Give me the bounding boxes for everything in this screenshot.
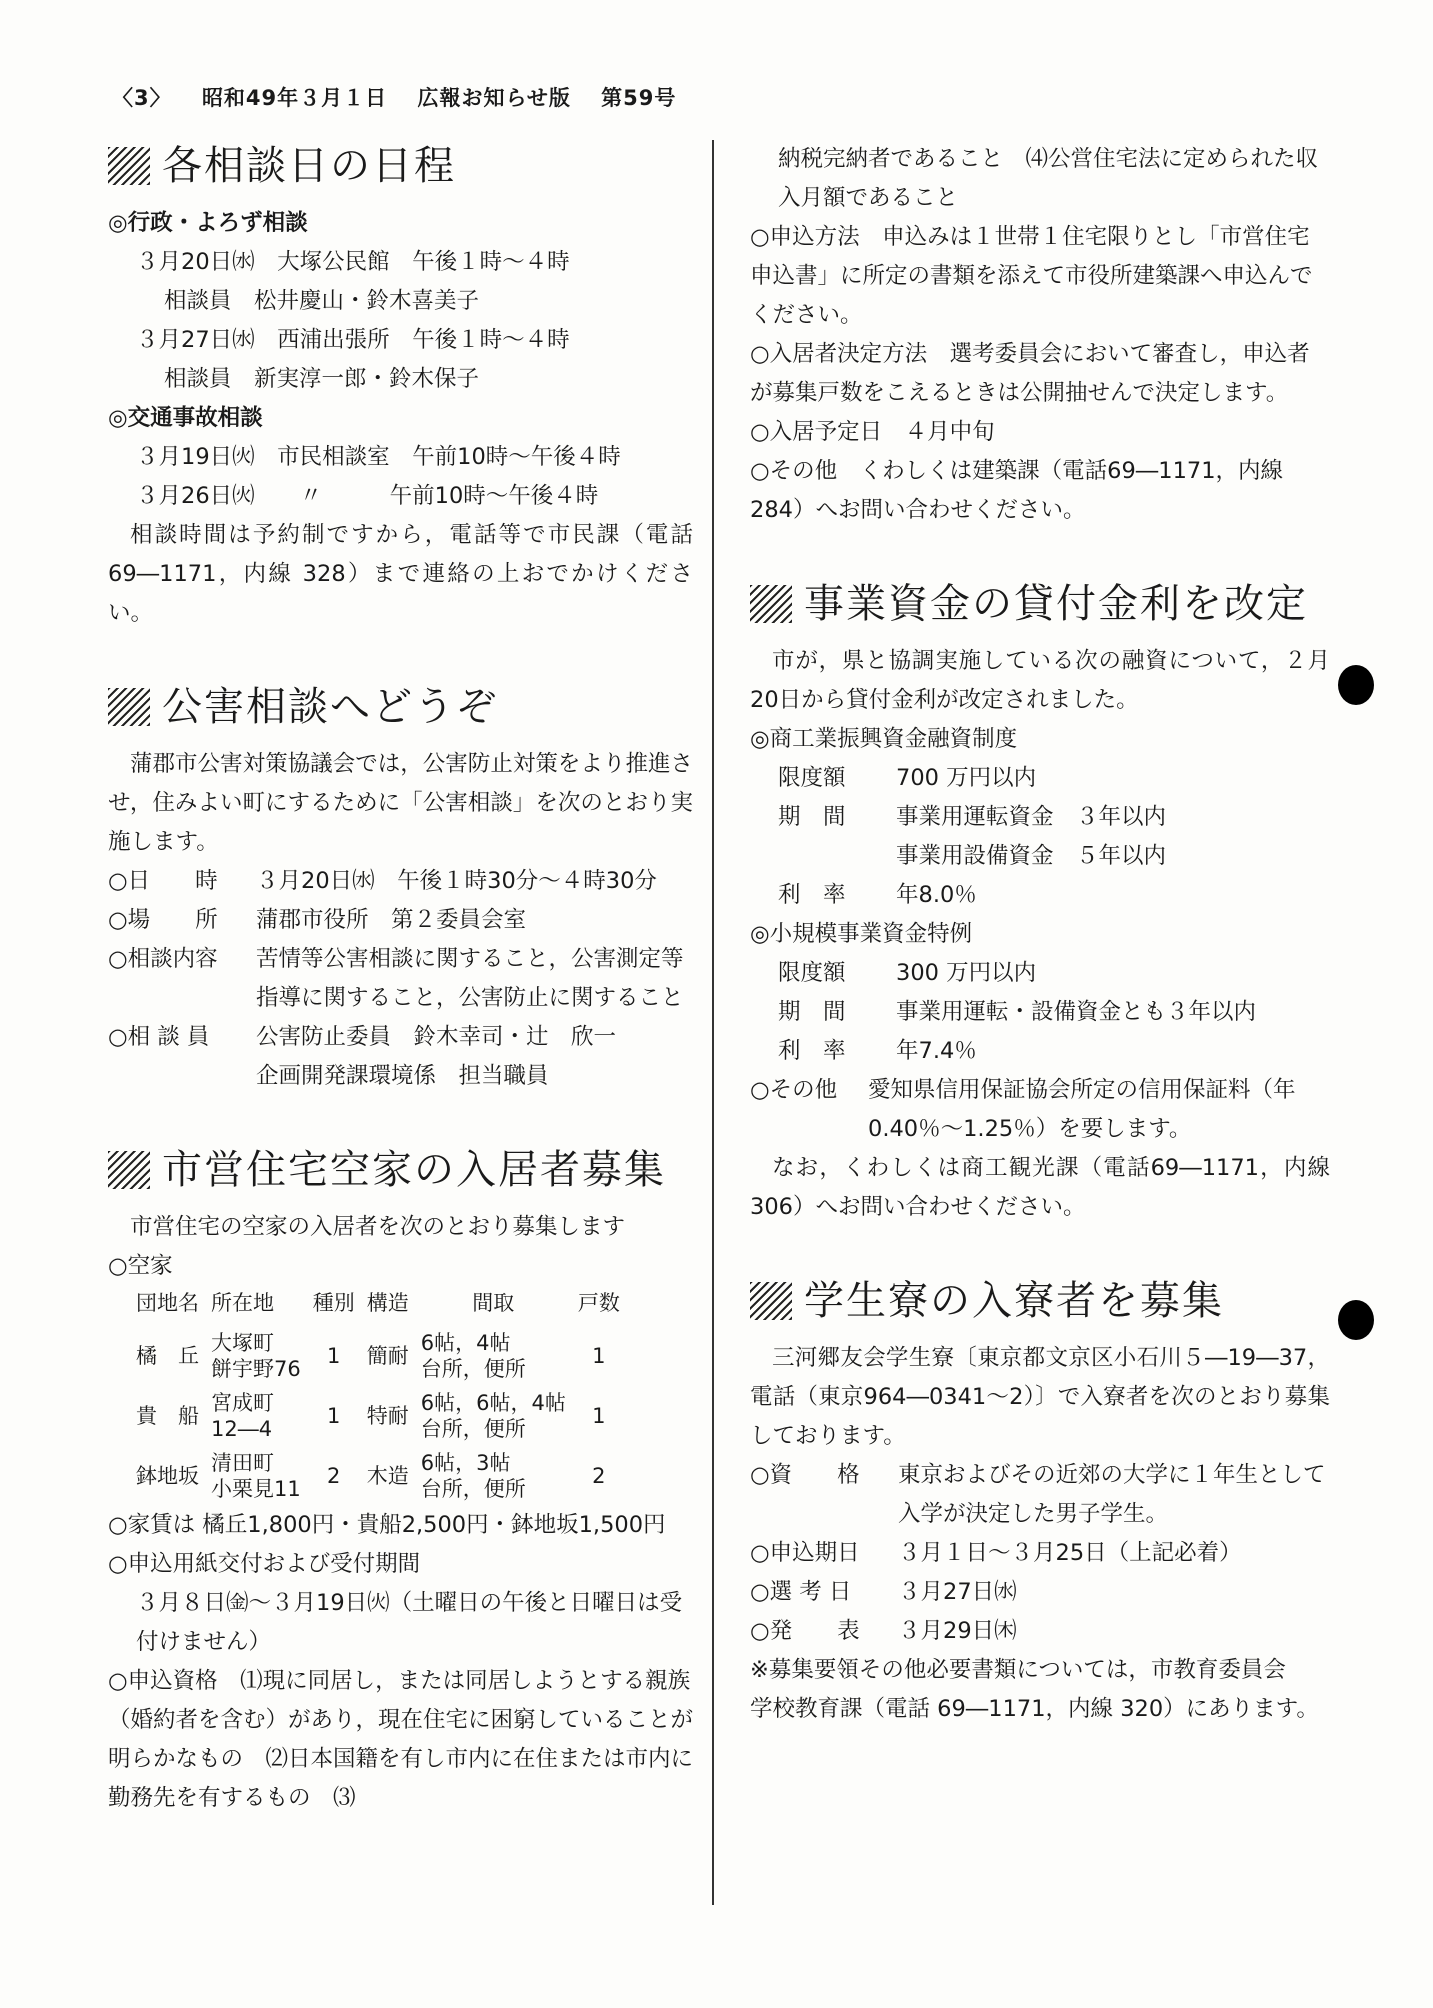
paragraph: 三河郷友会学生寮〔東京都文京区小石川５―19―37，電話（東京964―0341〜2）〕で入寮者を次のとおり募集しております。 <box>750 1345 1330 1449</box>
subheading: ◎商工業振興資金融資制度 <box>750 726 1018 752</box>
rent-line: ○家賃は 橘丘1,800円・貴船2,500円・鉢地坂1,500円 <box>108 1512 666 1538</box>
schedule-line: 相談員 新実淳一郎・鈴木保子 <box>164 366 480 392</box>
hatch-icon <box>108 688 150 726</box>
right-column <box>750 140 1330 1729</box>
issue-date: 昭和49年３月１日 <box>201 86 388 110</box>
schedule-line: ３月26日㈫ 〃 午前10時〜午後４時 <box>136 483 599 509</box>
dorm-row: ○選 考 日 ３月27日㈬ <box>750 1579 1017 1605</box>
subheading: ○空家 <box>108 1253 173 1279</box>
subheading: ◎小規模事業資金特例 <box>750 921 973 947</box>
dorm-row: ○申込期日 ３月１日〜３月25日（上記必着） <box>750 1540 1242 1566</box>
loan-row: 利 率 年8.0％ <box>778 882 977 908</box>
paragraph: 市が，県と協調実施している次の融資について，２月20日から貸付金利が改定されました。 <box>750 648 1330 713</box>
info-row: ○日 時 ３月20日㈬ 午後１時30分〜４時30分 <box>108 868 657 894</box>
subheading: ◎行政・よろず相談 <box>108 210 308 236</box>
column-divider <box>712 140 714 1905</box>
issue-number: 第59号 <box>601 86 677 110</box>
info-row: ○相 談 員 公害防止委員 鈴木幸司・辻 欣一 企画開発課環境係 担当職員 <box>108 1024 617 1089</box>
hatch-icon <box>108 147 150 185</box>
schedule-line: ３月19日㈫ 市民相談室 午前10時〜午後４時 <box>136 444 621 470</box>
left-column <box>108 140 693 1818</box>
publication-title: 広報お知らせ版 <box>417 86 571 110</box>
period-heading: ○申込用紙交付および受付期間 <box>108 1551 421 1577</box>
punch-hole-mark <box>1338 1300 1374 1340</box>
paragraph: 蒲郡市公害対策協議会では，公害防止対策をより推進させ，住みよい町にするために「公害相談」を次のとおり実施します。 <box>108 751 693 855</box>
paragraph: 相談時間は予約制ですから，電話等で市民課（電話 69―1171，内線 328）まで連絡の上おでかけください。 <box>108 522 693 626</box>
paragraph: 市営住宅の空家の入居者を次のとおり募集します <box>130 1214 626 1240</box>
loan-row: ○その他 愛知県信用保証協会所定の信用保証料（年0.40％〜1.25％）を要します。 <box>750 1077 1296 1142</box>
loan-row: 期 間 事業用運転・設備資金とも３年以内 <box>778 999 1257 1025</box>
dorm-row: ○資 格 東京およびその近郊の大学に１年生として入学が決定した男子学生。 <box>750 1462 1326 1527</box>
qualification-text: ○申込資格 ⑴現に同居し，または同居しようとする親族（婚約者を含む）があり，現在住宅に困窮していることが明らかなもの ⑵日本国籍を有し市内に在住または市内に勤務先を有するもの ⑶ <box>108 1668 694 1811</box>
vacancy-table <box>130 1286 626 1506</box>
other-info: ○その他 くわしくは建築課（電話69―1171，内線284）へお問い合わせください。 <box>750 458 1284 523</box>
period-text: ３月８日㈮〜３月19日㈫（土曜日の午後と日曜日は受付けません） <box>136 1590 683 1655</box>
paragraph: なお，くわしくは商工観光課（電話69―1171，内線 306）へお問い合わせください。 <box>750 1155 1330 1220</box>
table-header-row: 団地名 所在地 種別 構造 間取 戸数 <box>136 1291 620 1315</box>
page-header <box>112 82 698 112</box>
info-row: ○場 所 蒲郡市役所 第２委員会室 <box>108 907 527 933</box>
dorm-row: ○発 表 ３月29日㈭ <box>750 1618 1017 1644</box>
apply-method: ○申込方法 申込みは１世帯１住宅限りとし「市営住宅申込書」に所定の書類を添えて市役所建築課へ申込んでください。 <box>750 224 1313 328</box>
note-text: ※募集要領その他必要書類については，市教育委員会 学校教育課（電話 69―1171，内線 320）にあります。 <box>750 1657 1319 1722</box>
loan-row: 利 率 年7.4％ <box>778 1038 977 1064</box>
schedule-line: ３月20日㈬ 大塚公民館 午後１時〜４時 <box>136 249 570 275</box>
loan-row: 期 間 事業用運転資金 ３年以内 事業用設備資金 ５年以内 <box>778 804 1167 869</box>
decision-method: ○入居者決定方法 選考委員会において審査し，申込者が募集戸数をこえるときは公開抽せんで決定します。 <box>750 341 1310 406</box>
page-number: 〈3〉 <box>112 86 172 110</box>
hatch-icon <box>750 585 792 623</box>
schedule-line: ３月27日㈬ 西浦出張所 午後１時〜４時 <box>136 327 570 353</box>
move-in-date: ○入居予定日 ４月中旬 <box>750 419 995 445</box>
table-row: 橘 丘 大塚町 餅宇野76 1 簡耐 6帖，4帖 台所，便所 1 <box>136 1331 606 1381</box>
loan-row: 限度額 700 万円以内 <box>778 765 1037 791</box>
hatch-icon <box>108 1151 150 1189</box>
section-heading: 各相談日の日程 <box>108 140 693 192</box>
hatch-icon <box>750 1282 792 1320</box>
table-row: 貴 船 宮成町 12―4 1 特耐 6帖，6帖，4帖 台所，便所 1 <box>136 1391 606 1441</box>
section-heading: 市営住宅空家の入居者募集 <box>108 1144 693 1196</box>
section-heading: 公害相談へどうぞ <box>108 681 693 733</box>
info-row: ○相談内容 苦情等公害相談に関すること，公害測定等指導に関すること，公害防止に関すること <box>108 946 684 1011</box>
section-heading: 事業資金の貸付金利を改定 <box>750 578 1330 630</box>
schedule-line: 相談員 松井慶山・鈴木喜美子 <box>164 288 480 314</box>
section-heading: 学生寮の入寮者を募集 <box>750 1275 1330 1327</box>
table-row: 鉢地坂 清田町 小栗見11 2 木造 6帖，3帖 台所，便所 2 <box>136 1451 606 1501</box>
punch-hole-mark <box>1338 665 1374 705</box>
subheading: ◎交通事故相談 <box>108 405 263 431</box>
loan-row: 限度額 300 万円以内 <box>778 960 1037 986</box>
continued-text: 納税完納者であること ⑷公営住宅法に定められた収入月額であること <box>778 146 1319 211</box>
